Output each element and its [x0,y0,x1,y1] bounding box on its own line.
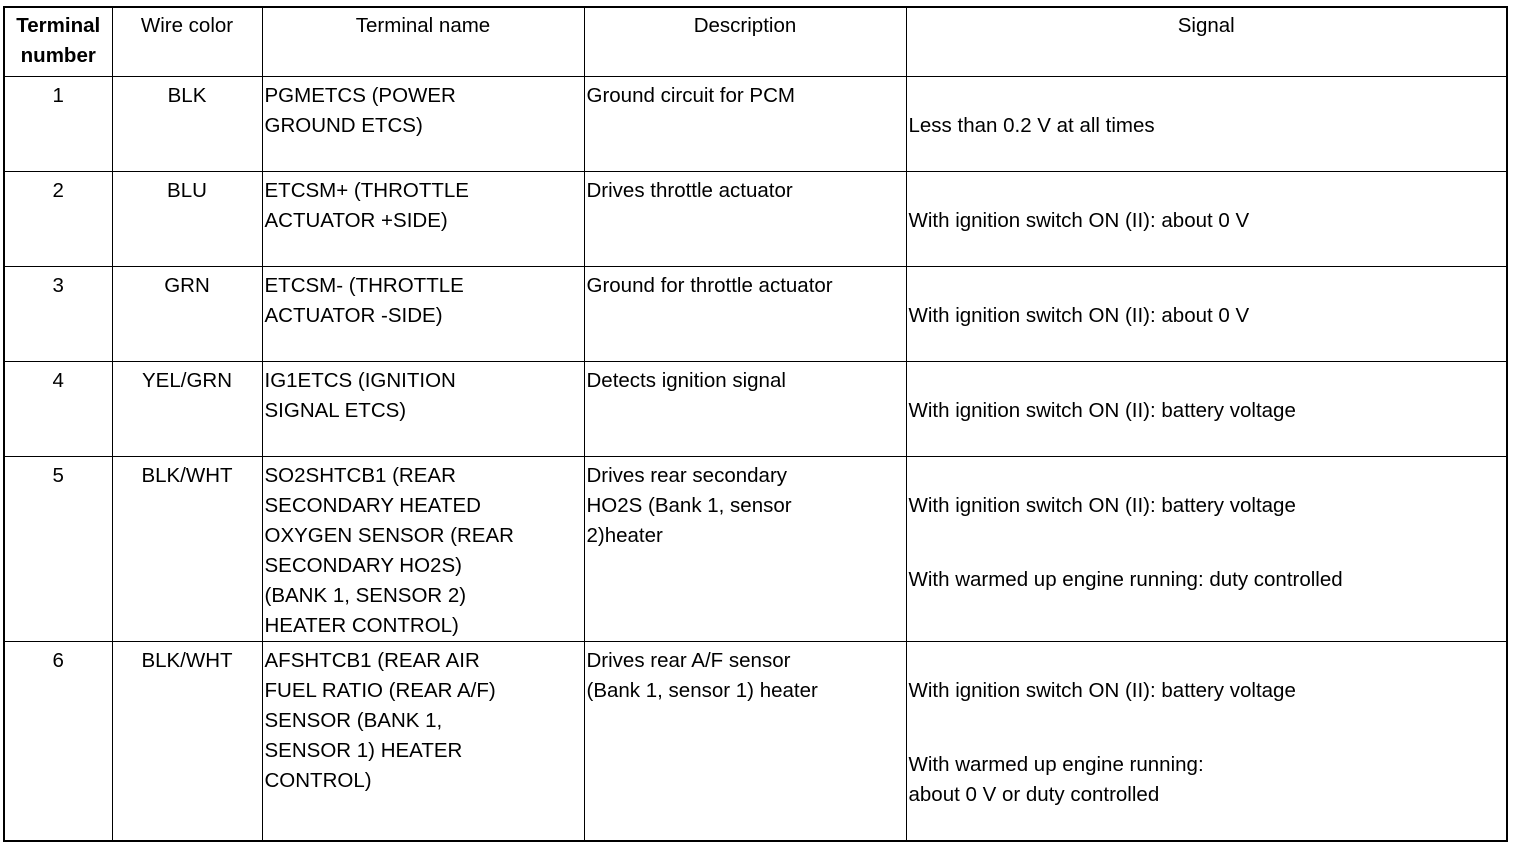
wire-color-cell: BLK/WHT [112,642,262,842]
header-row [4,7,1507,77]
signal-line: With ignition switch ON (II): about 0 V [908,209,1250,232]
wire-color-cell: BLK/WHT [112,457,262,642]
table-row [4,362,1507,457]
terminal-number-cell: 3 [4,267,112,362]
terminal-name-cell: AFSHTCB1 (REAR AIR FUEL RATIO (REAR A/F) SENSOR (BANK 1, SENSOR 1) HEATER CONTROL) [262,642,584,842]
signal-line: With ignition switch ON (II): about 0 V [908,304,1250,327]
table-row [4,267,1507,362]
signal-line: With ignition switch ON (II): battery voltage [908,399,1296,422]
terminal-name-cell: ETCSM+ (THROTTLE ACTUATOR +SIDE) [262,172,584,267]
terminal-name-cell: PGMETCS (POWER GROUND ETCS) [262,77,584,172]
description-cell: Ground for throttle actuator [584,267,906,362]
wire-color-cell: YEL/GRN [112,362,262,457]
header-description: Description [584,7,906,77]
terminal-name-cell: ETCSM- (THROTTLE ACTUATOR -SIDE) [262,267,584,362]
signal-line: With ignition switch ON (II): battery voltage [908,679,1296,702]
wire-color-cell: BLU [112,172,262,267]
table-row [4,457,1507,642]
terminal-number-cell: 5 [4,457,112,642]
wire-color-cell: GRN [112,267,262,362]
header-terminal-name: Terminal name [262,7,584,77]
signal-line: Less than 0.2 V at all times [908,114,1155,137]
terminal-name-cell: SO2SHTCB1 (REAR SECONDARY HEATED OXYGEN SENSOR (REAR SECONDARY HO2S) (BANK 1, SENSOR 2) HEATER CONTROL) [262,457,584,642]
description-cell: Drives throttle actuator [584,172,906,267]
table-row [4,172,1507,267]
wire-color-cell: BLK [112,77,262,172]
terminal-number-cell: 4 [4,362,112,457]
signal-cell [906,457,1507,642]
signal-cell [906,77,1507,172]
signal-cell [906,642,1507,842]
description-cell: Drives rear secondary HO2S (Bank 1, sensor 2)heater [584,457,906,642]
terminal-table-container [3,6,1508,842]
signal-cell [906,172,1507,267]
description-cell: Ground circuit for PCM [584,77,906,172]
terminal-number-cell: 1 [4,77,112,172]
description-cell: Drives rear A/F sensor (Bank 1, sensor 1) heater [584,642,906,842]
terminal-number-cell: 6 [4,642,112,842]
header-wire-color: Wire color [112,7,262,77]
signal-cell [906,362,1507,457]
signal-cell [906,267,1507,362]
header-signal: Signal [906,7,1507,77]
terminal-name-cell: IG1ETCS (IGNITION SIGNAL ETCS) [262,362,584,457]
signal-line: With warmed up engine running: duty controlled [908,568,1343,591]
header-terminal-number: Terminal number [4,7,112,77]
signal-line: With ignition switch ON (II): battery voltage [908,494,1296,517]
signal-line: With warmed up engine running: about 0 V or duty controlled [908,753,1204,806]
description-cell: Detects ignition signal [584,362,906,457]
table-row [4,642,1507,842]
terminal-number-cell: 2 [4,172,112,267]
terminal-table [3,6,1508,842]
table-row [4,77,1507,172]
